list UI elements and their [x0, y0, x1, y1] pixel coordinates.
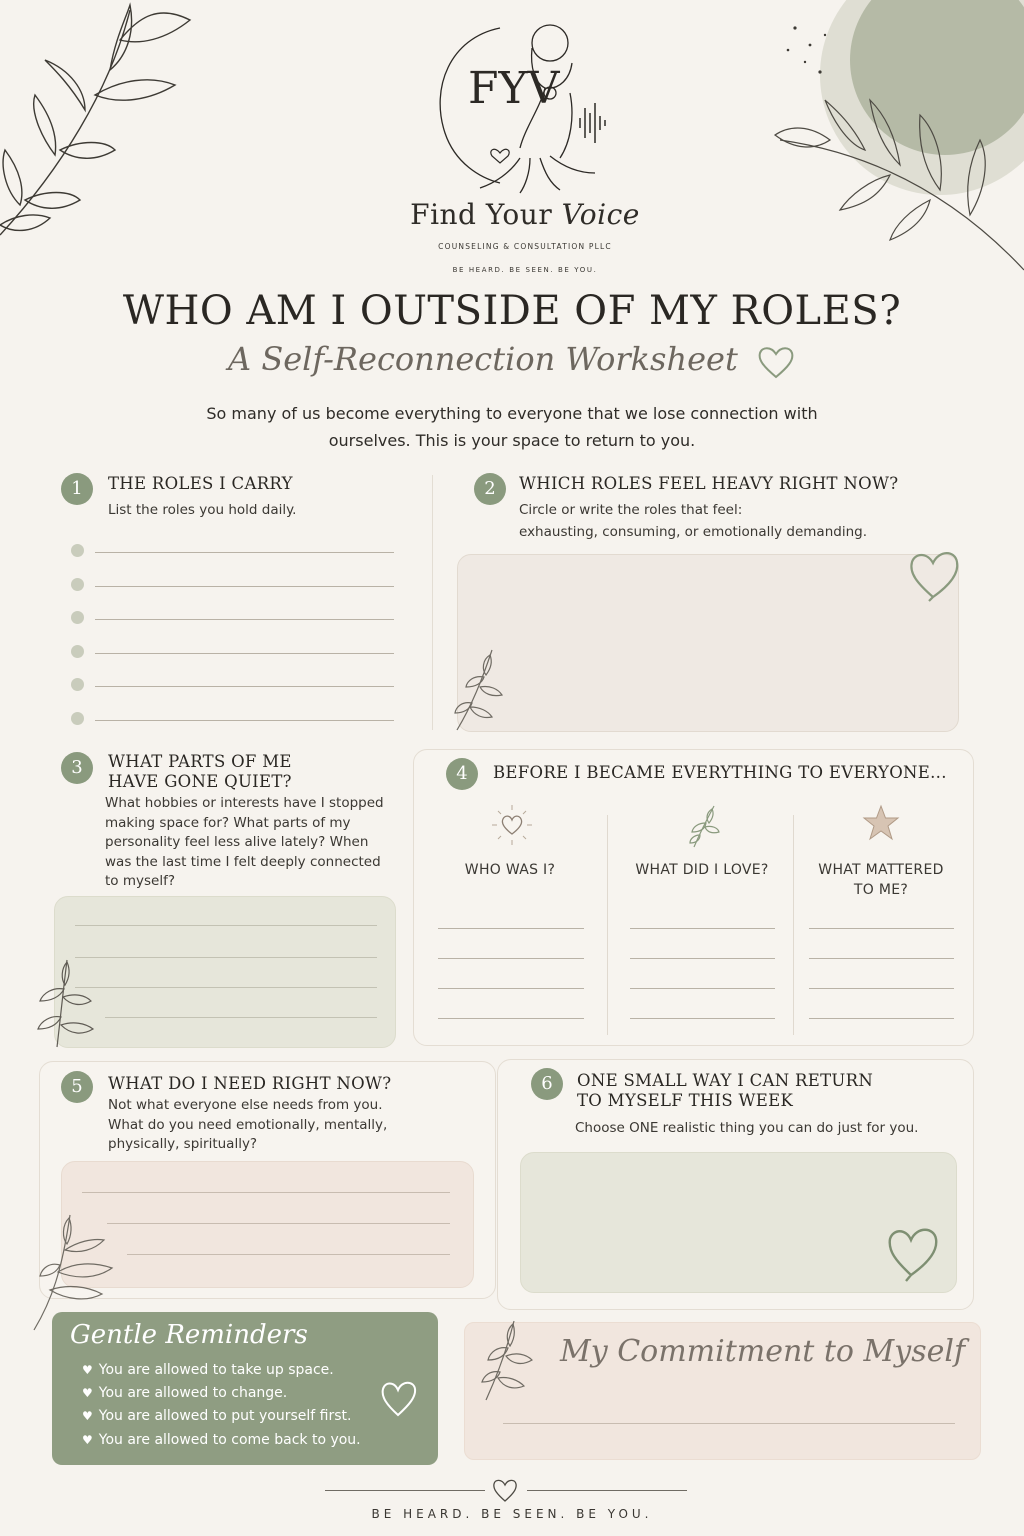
roles-bullet — [71, 611, 84, 624]
heart-bullet-icon: ♥ — [82, 1386, 93, 1400]
heart-icon — [884, 1219, 942, 1283]
sage-circle-leaf-decoration — [770, 0, 1024, 280]
heart-bullet-icon: ♥ — [82, 1409, 93, 1423]
section-3-title-2: HAVE GONE QUIET? — [108, 772, 292, 791]
leaf-sprig-icon — [480, 1318, 536, 1402]
section-2-title: WHICH ROLES FEEL HEAVY RIGHT NOW? — [519, 474, 899, 493]
column-label-what-mattered: WHAT MATTERED TO ME? — [818, 862, 944, 898]
section-6-text: Choose ONE realistic thing you can do just for you. — [575, 1120, 919, 1136]
section-2-number: 2 — [474, 473, 506, 505]
writing-line — [107, 1223, 450, 1224]
section-1-number: 1 — [61, 473, 93, 505]
radiant-heart-icon — [490, 803, 534, 847]
column-divider — [432, 475, 433, 730]
writing-line — [127, 1254, 450, 1255]
section-2-text-2: exhausting, consuming, or emotionally demanding. — [519, 524, 867, 540]
reminder-item — [82, 1362, 334, 1378]
reminder-text: You are allowed to take up space. — [98, 1362, 334, 1378]
roles-line[interactable] — [95, 619, 394, 620]
leaf-branch-decoration-left — [0, 0, 200, 250]
column-divider — [607, 815, 608, 1035]
logo-initials: FYV — [468, 63, 560, 114]
reminder-item — [82, 1432, 361, 1448]
leaf-sprig-icon — [688, 803, 720, 849]
section-6-title-1: ONE SMALL WAY I CAN RETURN — [577, 1071, 874, 1090]
section-1-title: THE ROLES I CARRY — [108, 474, 293, 493]
column-divider — [793, 815, 794, 1035]
writing-line[interactable] — [809, 958, 954, 959]
writing-line[interactable] — [809, 988, 954, 989]
page-subtitle — [0, 340, 1024, 379]
logo-subtitle: COUNSELING & CONSULTATION PLLC — [438, 242, 612, 251]
page-title: WHO AM I OUTSIDE OF MY ROLES? — [122, 288, 902, 334]
column-label-who-was-i: WHO WAS I? — [464, 862, 556, 878]
writing-line[interactable] — [630, 988, 775, 989]
roles-bullet — [71, 645, 84, 658]
heart-icon — [756, 345, 796, 379]
footer-divider — [325, 1490, 485, 1491]
section-3-title-1: WHAT PARTS OF ME — [108, 752, 292, 771]
logo-portrait-mark — [420, 8, 630, 198]
section-6-number: 6 — [531, 1068, 563, 1100]
heavy-roles-writing-box[interactable] — [457, 554, 959, 732]
commitment-title: My Commitment to Myself — [560, 1334, 966, 1369]
logo-name-main: Find Your — [410, 198, 553, 231]
reminder-text: You are allowed to come back to you. — [98, 1432, 361, 1448]
logo-name-script: Voice — [561, 198, 640, 231]
roles-bullet — [71, 712, 84, 725]
heart-icon — [378, 1375, 420, 1421]
roles-bullet — [71, 578, 84, 591]
footer-tagline: BE HEARD. BE SEEN. BE YOU. — [371, 1507, 653, 1521]
leaf-sprig-icon — [35, 957, 97, 1049]
column-label-what-did-i-love: WHAT DID I LOVE? — [635, 862, 769, 878]
roles-line[interactable] — [95, 720, 394, 721]
reminder-text: You are allowed to change. — [98, 1385, 288, 1401]
logo-name — [400, 198, 650, 231]
section-2-text-1: Circle or write the roles that feel: — [519, 502, 743, 518]
writing-line — [75, 957, 377, 958]
writing-line[interactable] — [630, 1018, 775, 1019]
reminder-item — [82, 1408, 351, 1424]
section-3-text: What hobbies or interests have I stopped making space for? What parts of my personality feel less alive lately? When was the last time I felt deeply connected to myself? — [105, 795, 384, 889]
intro-text: So many of us become everything to everyone that we lose connection with ourselves. This is your space to return to you. — [206, 404, 818, 450]
writing-line — [75, 925, 377, 926]
roles-line[interactable] — [95, 552, 394, 553]
section-3-number: 3 — [61, 752, 93, 784]
heart-icon — [490, 1476, 520, 1504]
footer-divider — [527, 1490, 687, 1491]
section-6-title-2: TO MYSELF THIS WEEK — [577, 1091, 794, 1110]
writing-line — [82, 1192, 450, 1193]
page-subtitle-text: A Self-Reconnection Worksheet — [228, 340, 738, 378]
logo-tagline: BE HEARD. BE SEEN. BE YOU. — [452, 266, 598, 274]
leaf-sprig-icon — [452, 645, 510, 733]
reminder-item — [82, 1385, 287, 1401]
writing-line — [105, 1017, 377, 1018]
roles-bullet — [71, 544, 84, 557]
section-5-title: WHAT DO I NEED RIGHT NOW? — [108, 1074, 392, 1093]
writing-line[interactable] — [809, 928, 954, 929]
heart-bullet-icon: ♥ — [82, 1363, 93, 1377]
quiet-parts-writing-box[interactable] — [54, 896, 396, 1048]
reminder-text: You are allowed to put yourself first. — [98, 1408, 352, 1424]
writing-line[interactable] — [438, 958, 584, 959]
writing-line[interactable] — [438, 928, 584, 929]
writing-line — [75, 987, 377, 988]
writing-line[interactable] — [438, 1018, 584, 1019]
gentle-reminders-title: Gentle Reminders — [70, 1320, 308, 1350]
star-icon — [861, 803, 901, 843]
brand-logo — [400, 8, 650, 273]
writing-line[interactable] — [809, 1018, 954, 1019]
section-4-title: BEFORE I BECAME EVERYTHING TO EVERYONE... — [493, 763, 947, 782]
writing-line[interactable] — [630, 958, 775, 959]
roles-line[interactable] — [95, 586, 394, 587]
section-4-number: 4 — [446, 758, 478, 790]
section-1-text: List the roles you hold daily. — [108, 502, 297, 518]
roles-bullet — [71, 678, 84, 691]
commitment-writing-line[interactable] — [503, 1423, 955, 1424]
roles-line[interactable] — [95, 686, 394, 687]
section-5-number: 5 — [61, 1071, 93, 1103]
writing-line[interactable] — [630, 928, 775, 929]
heart-bullet-icon: ♥ — [82, 1433, 93, 1447]
writing-line[interactable] — [438, 988, 584, 989]
section-5-text: Not what everyone else needs from you. What do you need emotionally, mentally, physically, spiritually? — [108, 1097, 388, 1152]
roles-line[interactable] — [95, 653, 394, 654]
heart-icon — [905, 545, 963, 603]
